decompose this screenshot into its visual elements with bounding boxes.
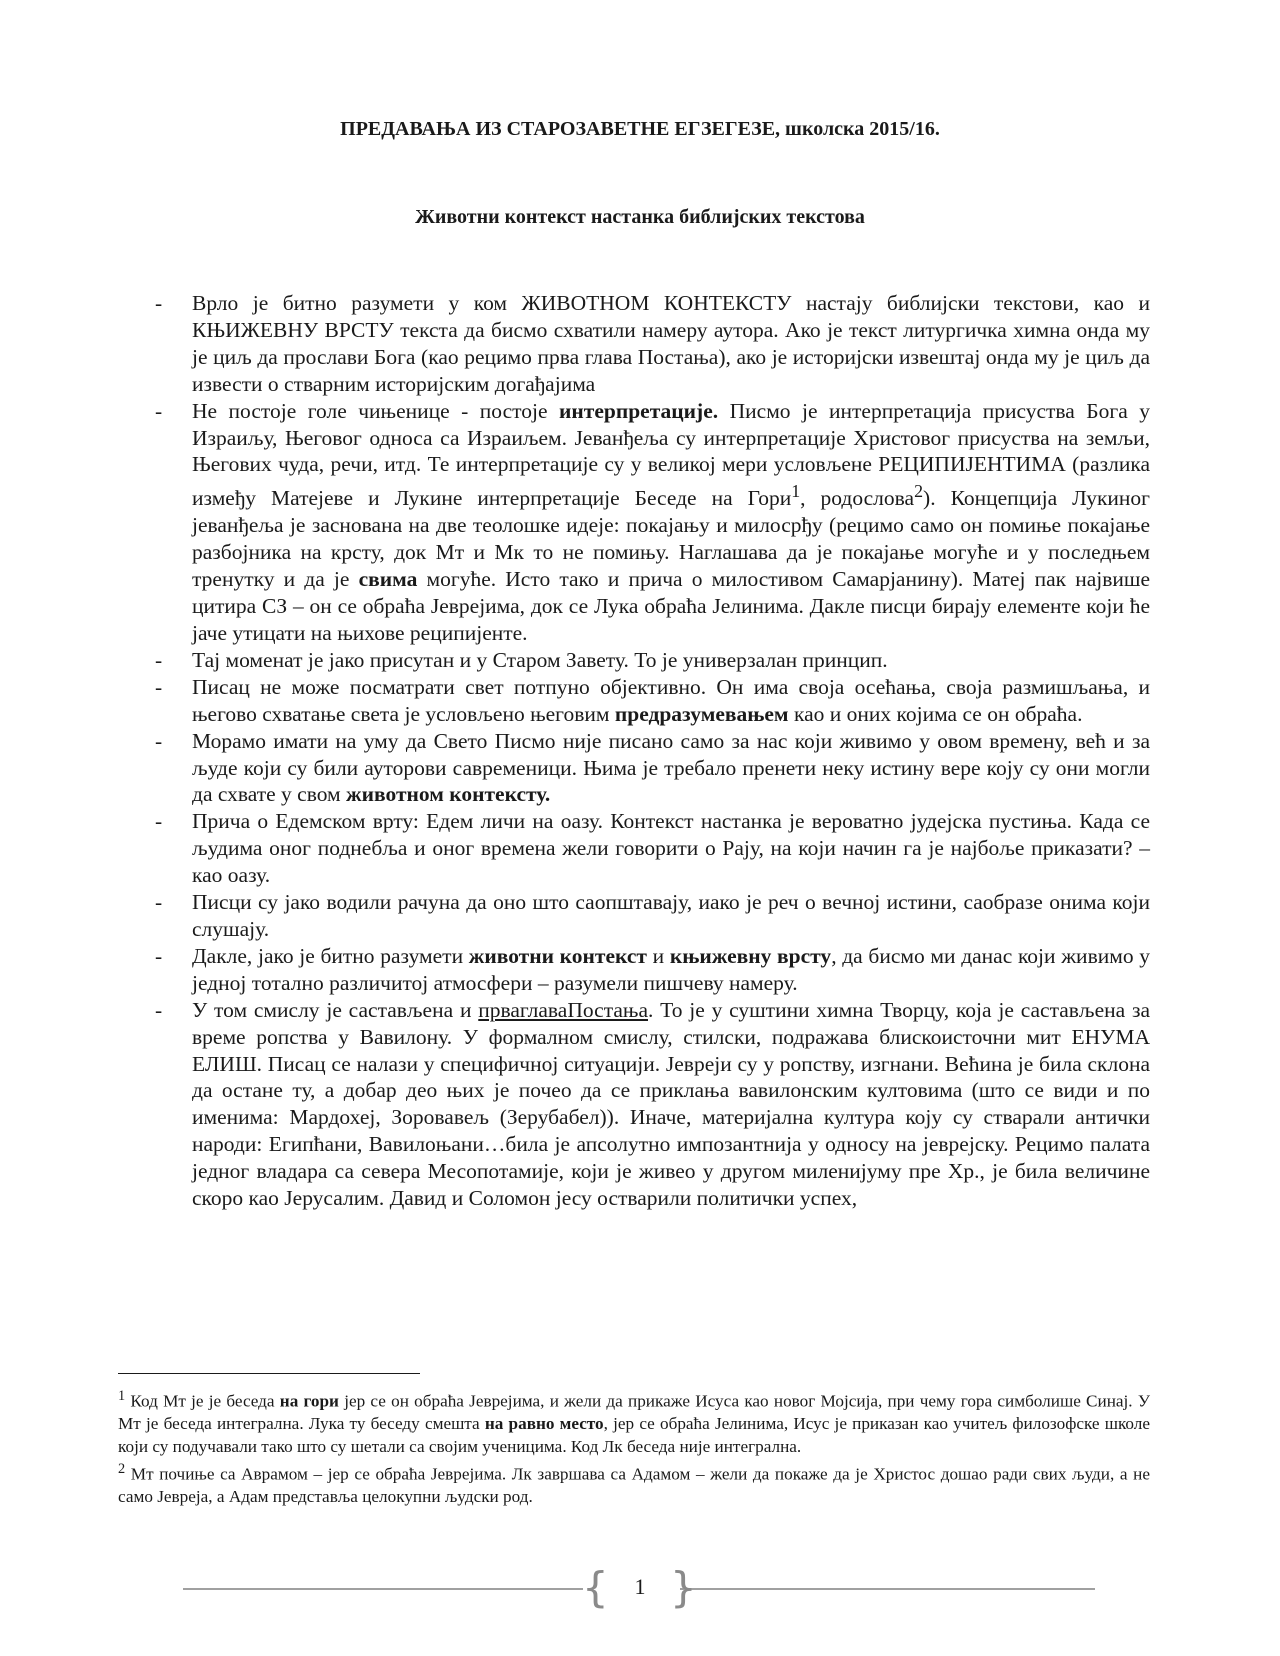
footnote-ref[interactable]: 2 — [914, 481, 924, 502]
page-footer — [0, 1560, 1280, 1620]
section-title: Животни контекст настанка библијских текстова — [415, 206, 865, 228]
footnote-text: Код Мт је је беседа — [125, 1391, 280, 1411]
emphasis-text: на равно место — [484, 1414, 604, 1434]
footnote-2 — [118, 1458, 1150, 1509]
paragraph-text: , родослова — [800, 486, 915, 511]
page-title: ПРЕДАВАЊА ИЗ СТАРОЗАВЕТНЕ ЕГЗЕГЕЗЕ, школска 2015/16. — [340, 118, 940, 140]
bullet-list — [155, 290, 1150, 1212]
bullet-dash: - — [155, 674, 163, 699]
bullet-dash: - — [155, 890, 163, 915]
footnote-text: Мт почиње са Аврамом – јер се обраћа Јеврејима. Лк завршава са Адамом – жели да покаже да је Христос дошао ради свих људи, а не само Јевреја, а Адам представља целокупни људски род. — [118, 1464, 1150, 1507]
emphasis-text: животни контекст — [468, 943, 647, 968]
footnote-number: 2 — [118, 1460, 126, 1477]
paragraph-text: Дакле, јако је битно разумети — [192, 943, 469, 968]
footnote-text: , јер се обраћа Јелинима, Исус је приказан као учитељ филозофске школе који су подучавали тако што су шетали са својим ученицима. Код Лк беседа није интегрална. — [118, 1414, 1150, 1456]
paragraph-text: и — [647, 943, 670, 968]
footnote-text: јер се он обраћа Јеврејима, и жели да прикаже Исуса као новог Мојсија, при чему гора симболише Синај. У Мт је беседа интегрална. Лука ту беседу смешта — [118, 1391, 1151, 1434]
bullet-dash: - — [155, 997, 163, 1022]
paragraph-text: могуће. Исто тако и прича о милостивом Самарјанину). Матеј пак највише цитира СЗ – он се обраћа Јеврејима, док се Лука обраћа Јелинима. Дакле писци бирају елементе који ће јаче утицати на њихове реципијенте. — [192, 567, 1150, 646]
paragraph-text: Писци су јако водили рачуна да оно што саопштавају, иако је реч о вечној истини, саобразе онима који слушају. — [192, 890, 1150, 941]
footnotes — [118, 1385, 1150, 1509]
emphasis-text: предразумевањем — [614, 701, 789, 726]
bullet-dash: - — [155, 809, 163, 834]
underlined-text: прваглаваПостања — [478, 997, 648, 1022]
emphasis-text: свима — [358, 567, 418, 592]
bullet-dash: - — [155, 728, 163, 753]
paragraph-text: У том смислу је састављена и — [192, 997, 479, 1022]
left-brace-icon: { — [582, 1563, 609, 1612]
emphasis-text: на гори — [279, 1391, 339, 1411]
page-number: 1 — [634, 1574, 646, 1599]
list-item — [155, 997, 1150, 1212]
footnote-ref[interactable]: 1 — [791, 481, 801, 502]
paragraph-text: Писац не може посматрати свет потпуно објективно. Он има своја осећања, своја размишљања, и његово схватање света је условљено његовим — [192, 674, 1150, 726]
bullet-dash: - — [155, 647, 163, 672]
footnote-separator — [118, 1373, 420, 1374]
list-item — [155, 808, 1150, 889]
list-item — [155, 728, 1150, 809]
list-item — [155, 943, 1150, 997]
bullet-dash: - — [155, 398, 163, 423]
emphasis-text: књижевну врсту — [669, 943, 832, 968]
footnote-1 — [118, 1385, 1150, 1458]
footnote-number: 1 — [118, 1388, 126, 1404]
list-item — [155, 674, 1150, 728]
paragraph-text: ). Концепција Лукиног јеванђеља је заснована на две теолошке идеје: покајању и милосрђу (рецимо само он помиње покајање разбојника на крсту, док Мт и Мк то не помињу. Наглашава да је покајање могуће и у последњем тренутку и да је — [192, 486, 1150, 592]
list-item — [155, 398, 1150, 647]
list-item — [155, 290, 1150, 398]
list-item — [155, 647, 1150, 674]
list-item — [155, 889, 1150, 943]
paragraph-text: Морамо имати на уму да Свето Писмо није писано само за нас који живимо у овом времену, већ и за људе који су били ауторови савременици. Њима је требало пренети неку истину вере коју су они могли да схвате у свом — [192, 728, 1150, 807]
emphasis-text: животном контексту. — [346, 782, 551, 807]
paragraph-text: Не постоје голе чињенице - постоје — [192, 398, 559, 423]
right-brace-icon: } — [670, 1563, 697, 1612]
paragraph-text: Тај моменат је јако присутан и у Старом Завету. То је универзалан принцип. — [192, 647, 888, 672]
paragraph-text: Писмо је интерпретација присуства Бога у Израиљу, Његовог односа са Израиљем. Јеванђеља су интерпретације Христовог присуства на земљи, Његових чуда, речи, итд. Те интерпретације су у великој мери условљене РЕЦИПИЈЕНТИМА (разлика између Матејеве и Лукине интерпретације Беседе на Гори — [192, 398, 1150, 511]
footer-rule-left — [183, 1588, 583, 1590]
bullet-dash: - — [155, 943, 163, 968]
footer-rule-right — [680, 1588, 1095, 1590]
bullet-dash: - — [155, 291, 163, 315]
paragraph-text: Прича о Едемском врту: Едем личи на оазу. Контекст настанка је вероватно јудејска пустиња. Када се људима оног поднебља и оног времена жели говорити о Рају, на који начин га је најбоље приказати? – као оазу. — [192, 809, 1150, 888]
emphasis-text: интерпретације. — [558, 398, 719, 423]
paragraph-text: . То је у суштини химна Творцу, која је састављена за време ропства у Вавилону. У формалном смислу, стилски, подражава блискоисточни мит ЕНУМА ЕЛИШ. Писац се налази у специфичној ситуацији. Јевреји су у ропству, изгнани. Већина је била склона да остане ту, а добар део њих је почео да се приклања вавилонским култовима (што се види и по именима: Мардохеј, Зоровавељ (Зерубабел)). Иначе, материјална култура коју су стварали антички народи: Египћани, Вавилоњани…била је апсолутно импозантнија у односу на јеврејску. Рецимо палата једног владара са севера Месопотамије, који је живео у другом миленијуму пре Хр., је била величине скоро као Јерусалим. Давид и Соломон јесу остварили политички успех, — [192, 997, 1150, 1211]
paragraph-text: , да бисмо ми данас који живимо у једној тотално различитој атмосфери – разумели пишчеву намеру. — [192, 943, 1151, 995]
paragraph-text: Врло је битно разумети у ком ЖИВОТНОМ КОНТЕКСТУ настају библијски текстови, као и КЊИЖЕВНУ ВРСТУ текста да бисмо схватили намеру аутора. Ако је текст литургичка химна онда му је циљ да прослави Бога (као рецимо прва глава Постања), ако је историјски извештај онда му је циљ да извести о стварним историјским догађајима — [192, 291, 1150, 396]
paragraph-text: као и оних којима се он обраћа. — [788, 701, 1083, 726]
